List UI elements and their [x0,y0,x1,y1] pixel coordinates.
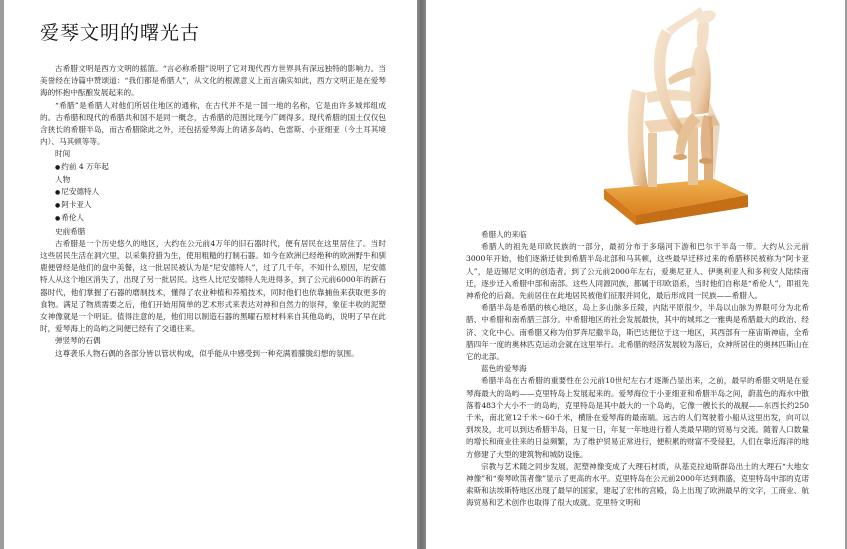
sea-paragraph-1: 希腊半岛在古希腊的重要性在公元前10世纪左右才逐渐凸显出来，之前，最早的希腊文明是在爱琴海最大的岛屿——克里特岛上发展起来的。爱琴海位于小亚细亚和希腊半岛之间，蔚蓝色的海水中散落着483个大小不一的岛屿，克里特岛是其中最大的一个岛屿，它像一艘长长的战舰——东西长约250千米，南北宽12千米～60千米，横卧在爱琴海的最南端。远古的人们驾驶着小船从这里出发，向可以到埃及，北可以到达希腊半岛，日复一日，年复一年地进行着人类最早期的贸易与交流。随着人口数量的增长和商业往来的日益频繁，为了维护贸易正常进行，便积累的财富不受侵犯，人们在靠近海洋的地方修建了大型的建筑物和城防设施。 [466,376,809,459]
right-page-text [466,229,809,510]
section-heading-sea: 蓝色的爱琴海 [481,364,527,374]
seated-harpist-figurine-image [596,3,753,225]
list-item-person [40,186,386,199]
list-label-people: 人物 [55,174,71,184]
section-heading-origin: 希腊人的来临 [481,230,527,239]
sea-paragraph-2: 宗教与艺术随之同步发展，泥塑神像变成了大理石材质，从基克拉迪斯群岛出土的大理石“大地女神像”和“奏琴欧笛者像”显示了更高的水平。克里特岛在公元前2000年达到鼎盛，克里特岛中部的克诺索斯和法埃斯特地区出现了最早的国家，建起了宏伟的宫殿，岛上出现了欧洲最早的文字，工商业、航海贸易和艺术创作也取得了很大成就。克里特文明和 [466,461,809,508]
origin-paragraph-1: 希腊人的祖先是印欧民族的一部分，最初分布于多瑙河下游和巴尔干半岛一带。大约从公元前3000年开始，他们逐渐迁徙到希腊半岛北部和马其顿，这些最早迁移过来的希腊移民被称为“阿卡亚人”，是迈锡尼文明的创造者。到了公元前2000年左右，爱奥尼亚人、伊奥利亚人和多利安人陆续南迁，逐步迁入希腊中部和南部。这些人同源同族，都属于印欧语系，当时他们自称是“希伦人”，即祖先神希伦的后裔。先前居住在此地居民被他们征服并同化，最后形成同一民族——希腊人。 [466,242,809,301]
person-achaean: 阿卡亚人 [61,200,92,210]
book-gutter [417,0,426,549]
figurine-illustration [596,3,753,225]
prehistory-paragraph: 古希腊是一个历史悠久的地区，大约在公元前4万年的旧石器时代，便有居民在这里居住了。当时这些居民生活在洞穴里，以采集狩猎为生，使用粗糙的打制石器。如今在欧洲已经绝种的欧洲野牛和驯鹿便曾经是他们的盘中美餐，这一批居民被认为是“尼安德特人”，过了几千年，不知什么原因，尼安德特人从这个地区消失了，出现了另一批居民。这些人比尼安德特人先进得多，到了公元前6000年的新石器时代，他们掌握了石器的磨制技术，懂得了农业种植和养殖技术，同时他们也依靠捕鱼来获取更多的食物。满足了物质需要之后，他们开始用简单的艺术形式来表达对神和自然力的崇拜，象征丰收的泥塑女神像就是一个明证。值得注意的是，他们用以制造石器的黑曜石原材料来自其他岛屿，说明了早在此时，爱琴海上的岛屿之间便已经有了交通往来。 [40,238,386,334]
list-item-time-text: 约前 4 万年起 [61,161,109,171]
left-page [4,0,417,549]
section-heading-prehistory: 史前希腊 [55,226,86,236]
person-hellen: 希伦人 [61,213,85,223]
chapter-title: 爱琴文明的曙光古 [40,22,201,44]
intro-paragraph-1: 古希腊文明是西方文明的摇篮。“言必称希腊”说明了它对现代西方世界具有深远独特的影响力。当美誉经在诗篇中赞颂道：“我们都是希腊人”，从文化的根源意义上而言确实如此，西方文明正是在爱琴海的怀抱中酝酿发展起来的。 [40,64,386,98]
person-neanderthal: 尼安德特人 [61,187,100,197]
harp-paragraph: 这尊袭乐人物石偶的各部分皆以管状构成，似乎能从中感受到一种充满着朦胧幻想的氛围。 [55,348,359,358]
list-item-person [40,212,386,225]
section-heading-harp: 弹竖琴的石偶 [55,336,101,346]
list-item-person [40,199,386,212]
list-label-time: 时间 [55,149,71,159]
right-page [426,0,845,549]
intro-paragraph-2: “希腊”是希腊人对他们所居住地区的通称，在古代并不是一国一地的名称，它是由许多城邦组成的。古希腊和现代的希腊共和国不是同一概念，古希腊的范围比现今广阔得多。现代希腊的国土仅仅包含狭长的希腊半岛，而古希腊除此之外，还包括爱琴海上的诸多岛屿、色雷斯、小亚细亚（今土耳其境内）、马其顿等等。 [40,100,386,147]
list-item-time [40,161,386,174]
origin-paragraph-2: 希腊半岛是希腊的核心地区，岛上多山脉多丘陵，内陆平原很少，半岛以山脉为界限可分为北希腊、中希腊和南希腊三部分。中希腊地区的社会发展最快，其中的城邦之一雅典是希腊最大的政治、经济、文化中心。南希腊又称为伯罗奔尼撒半岛，斯巴达便位于这一地区，其西部有一座宙斯神庙，全希腊四年一度的奥林匹克运动会就在这里举行。北希腊的经济发展较为落后，众神所居住的奥林匹斯山在它的北部。 [466,303,809,362]
